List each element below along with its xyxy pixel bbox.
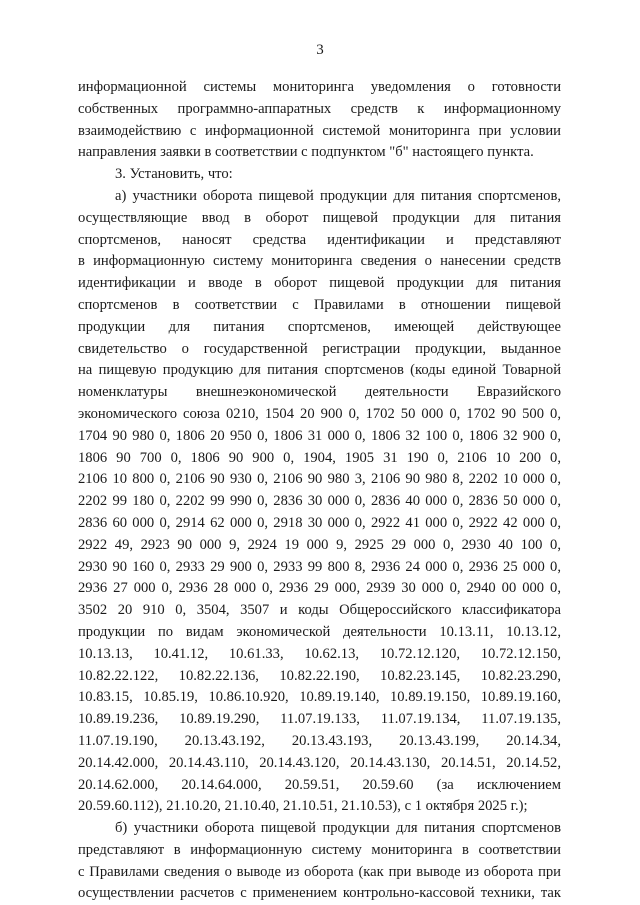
text-line: собственных программно-аппаратных средств к информационному — [78, 100, 561, 117]
text-line: 2836 60 000 0, 2914 62 000 0, 2918 30 000 0, 2922 41 000 0, 2922 42 000 0, — [78, 514, 561, 531]
text-line: 2930 90 160 0, 2933 29 900 0, 2933 99 800 8, 2936 24 000 0, 2936 25 000 0, — [78, 558, 561, 575]
text-line: осуществляющие ввод в оборот пищевой продукции для питания — [78, 209, 561, 226]
text-line: экономического союза 0210, 1504 20 900 0, 1702 50 000 0, 1702 90 500 0, — [78, 405, 561, 422]
body-text — [78, 77, 561, 905]
text-line: б) участники оборота пищевой продукции для питания спортсменов — [115, 820, 561, 837]
text-line: свидетельство о государственной регистрации продукции, выданное — [78, 340, 561, 357]
text-line: 20.59.60.112), 21.10.20, 21.10.40, 21.10.51, 21.10.53), с 1 октября 2025 г.); — [78, 798, 528, 815]
text-line: представляют в информационную систему мониторинга в соответствии — [78, 841, 561, 858]
text-line: 20.14.62.000, 20.14.64.000, 20.59.51, 20.59.60 (за исключением — [78, 776, 561, 793]
text-line: взаимодействию с информационной системой мониторинга при условии — [78, 122, 561, 139]
text-line: а) участники оборота пищевой продукции для питания спортсменов, — [115, 187, 561, 204]
text-line: информационной системы мониторинга уведомления о готовности — [78, 79, 561, 95]
text-line: 1806 90 700 0, 1806 90 900 0, 1904, 1905 31 190 0, 2106 10 200 0, — [78, 449, 561, 466]
page-number: 3 — [316, 42, 324, 58]
text-line: 20.14.42.000, 20.14.43.110, 20.14.43.120, 20.14.43.130, 20.14.51, 20.14.52, — [78, 754, 561, 771]
text-line: спортсменов в соответствии с Правилами в отношении пищевой — [78, 296, 561, 313]
text-line: 2202 99 180 0, 2202 99 990 0, 2836 30 000 0, 2836 40 000 0, 2836 50 000 0, — [78, 493, 561, 510]
paragraph-heading: 3. Установить, что: — [115, 166, 233, 183]
text-line: осуществлении расчетов с применением контрольно-кассовой техники, так — [78, 885, 561, 902]
text-line: идентификации и вводе в оборот пищевой продукции для питания — [78, 275, 561, 292]
text-line: 3502 20 910 0, 3504, 3507 и коды Общероссийского классификатора — [78, 602, 561, 619]
text-line: 10.89.19.236, 10.89.19.290, 11.07.19.133, 11.07.19.134, 11.07.19.135, — [78, 711, 561, 728]
text-line: 2936 27 000 0, 2936 28 000 0, 2936 29 000, 2939 30 000 0, 2940 00 000 0, — [78, 580, 561, 597]
text-line: 1704 90 980 0, 1806 20 950 0, 1806 31 000 0, 1806 32 100 0, 1806 32 900 0, — [78, 427, 561, 444]
text-line: номенклатуры внешнеэкономической деятельности Евразийского — [78, 384, 561, 401]
text-line: 2106 10 800 0, 2106 90 930 0, 2106 90 980 3, 2106 90 980 8, 2202 10 000 0, — [78, 471, 561, 488]
text-line: 2922 49, 2923 90 000 9, 2924 19 000 9, 2925 29 000 0, 2930 40 100 0, — [78, 536, 561, 553]
text-line: продукции по видам экономической деятельности 10.13.11, 10.13.12, — [78, 623, 561, 640]
text-line: в информационную систему мониторинга сведения о нанесении средств — [78, 253, 561, 270]
text-line: направления заявки в соответствии с подпунктом "б" настоящего пункта. — [78, 144, 534, 161]
text-line: 11.07.19.190, 20.13.43.192, 20.13.43.193, 20.13.43.199, 20.14.34, — [78, 732, 561, 749]
text-line: продукции для питания спортсменов, имеющей действующее — [78, 318, 561, 335]
text-line: с Правилами сведения о выводе из оборота (как при выводе из оборота при — [78, 863, 561, 880]
text-line: 10.82.22.122, 10.82.22.136, 10.82.22.190, 10.82.23.145, 10.82.23.290, — [78, 667, 561, 684]
text-line: на пищевую продукцию для питания спортсменов (коды единой Товарной — [78, 362, 561, 379]
text-line: спортсменов, наносят средства идентификации и представляют — [78, 231, 561, 248]
text-line: 10.83.15, 10.85.19, 10.86.10.920, 10.89.19.140, 10.89.19.150, 10.89.19.160, — [78, 689, 561, 706]
text-line: 10.13.13, 10.41.12, 10.61.33, 10.62.13, 10.72.12.120, 10.72.12.150, — [78, 645, 561, 662]
